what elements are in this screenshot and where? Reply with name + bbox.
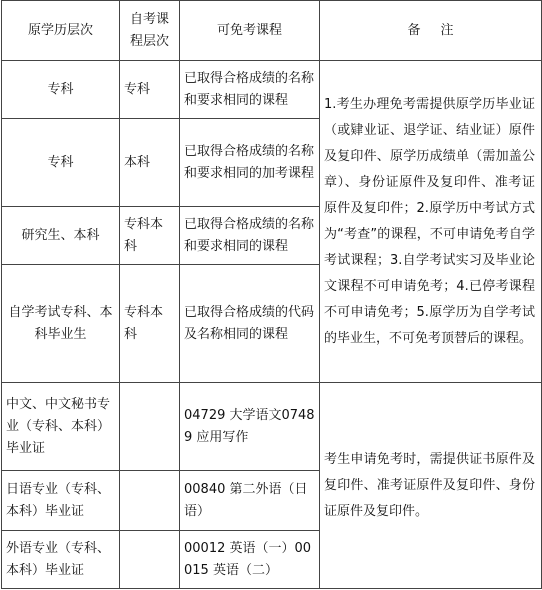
header-remarks: 备注 [320,1,542,61]
exempt-courses-cell: 已取得合格成绩的名称和要求相同的课程 [180,207,320,265]
table-row [2,383,542,471]
exempt-courses-cell: 已取得合格成绩的名称和要求相同的加考课程 [180,119,320,207]
course-level-cell: 专科本科 [120,265,180,383]
course-level-cell [120,471,180,531]
original-education-cell: 专科 [2,61,120,119]
original-education-cell: 研究生、本科 [2,207,120,265]
original-education-cell: 中文、中文秘书专业（专科、本科）毕业证 [2,383,120,471]
course-level-cell: 专科 [120,61,180,119]
original-education-cell: 专科 [2,119,120,207]
header-course-level: 自考课程层次 [120,1,180,61]
remarks-cell-2: 考生申请免考时，需提供证书原件及复印件、准考证原件及复印件、身份证原件及复印件。 [320,383,542,589]
original-education-cell: 外语专业（专科、本科）毕业证 [2,531,120,589]
course-level-cell [120,531,180,589]
table-row [2,61,542,119]
exempt-courses-cell: 04729 大学语文07489 应用写作 [180,383,320,471]
exempt-courses-cell: 已取得合格成绩的代码及名称相同的课程 [180,265,320,383]
exempt-courses-cell: 00840 第二外语（日语） [180,471,320,531]
remarks-cell-1: 1.考生办理免考需提供原学历毕业证（或肄业证、退学证、结业证）原件及复印件、原学历成绩单（需加盖公章）、身份证原件及复印件、准考证原件及复印件；2.原学历中考试方式为“考查”的课程，不可申请免考自学考试课程；3.自学考试实习及毕业论文课程不可申请免考；4.已停考课程不可申请免考；5.原学历为自学考试的毕业生，不可免考顶替后的课程。 [320,61,542,383]
course-level-cell [120,383,180,471]
original-education-cell: 自学考试专科、本科毕业生 [2,265,120,383]
original-education-cell: 日语专业（专科、本科）毕业证 [2,471,120,531]
course-level-cell: 本科 [120,119,180,207]
exempt-courses-cell: 00012 英语（一）00015 英语（二） [180,531,320,589]
header-original-education: 原学历层次 [2,1,120,61]
exempt-courses-cell: 已取得合格成绩的名称和要求相同的课程 [180,61,320,119]
course-level-cell: 专科本科 [120,207,180,265]
header-row [2,1,542,61]
header-exempt-courses: 可免考课程 [180,1,320,61]
exemption-table [1,0,542,589]
